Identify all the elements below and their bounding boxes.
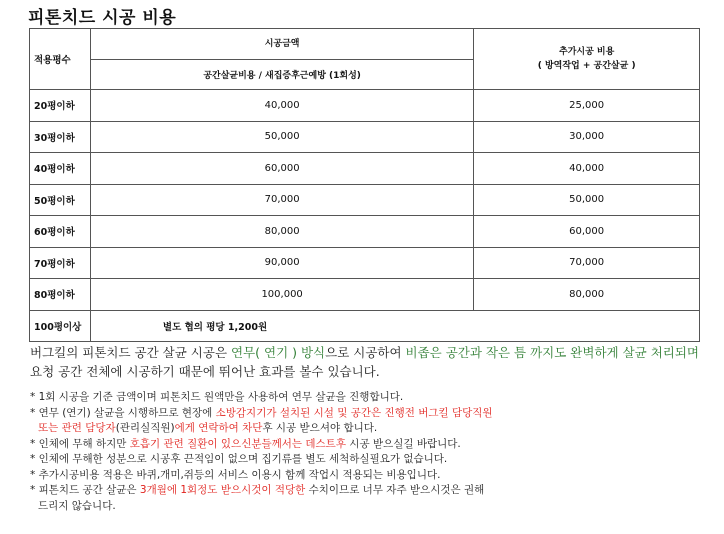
note-warning: 호흡기 관련 질환이 있으신분들께서는 데스트후 <box>129 437 346 450</box>
row-area: 30평이하 <box>30 121 91 153</box>
note-text: (관리실직원) <box>115 422 175 434</box>
note-item-continued: 드리지 않습니다. <box>38 499 116 512</box>
table-row <box>30 184 700 216</box>
row-extra-cost: 80,000 <box>474 279 700 311</box>
row-base-price: 40,000 <box>90 90 473 122</box>
note-item <box>30 406 493 422</box>
row-base-price: 70,000 <box>90 184 473 216</box>
note-warning: 3개월에 1회정도 받으시것이 적당한 <box>139 484 306 496</box>
note-item <box>30 483 493 499</box>
table-row <box>30 247 700 279</box>
note-warning: 또는 관련 담당자 <box>38 422 116 434</box>
table-row <box>30 90 700 122</box>
intro-text-1: 버그킬의 피톤치드 공간 살균 시공은 <box>30 345 231 360</box>
header-base-sub: 공간살균비용 / 새집증후근예방 (1회성) <box>90 60 473 90</box>
page-title: 피톤치드 시공 비용 <box>28 8 177 28</box>
notes-list <box>30 390 493 514</box>
intro-text-3: 요청 공간 전체에 시공하기 때문에 뛰어난 효과를 볼수 있습니다. <box>30 364 380 379</box>
header-extra-line2: ( 방역작업 + 공간살균 ) <box>537 61 636 71</box>
row-extra-cost: 60,000 <box>474 216 700 248</box>
table-row <box>30 121 700 153</box>
table-row <box>30 153 700 185</box>
note-text: 후 시공 받으셔야 합니다. <box>262 422 378 434</box>
table-row <box>30 216 700 248</box>
row-area: 70평이하 <box>30 247 91 279</box>
intro-text-2: 으로 시공하여 <box>325 345 406 360</box>
table-row-last <box>30 310 700 342</box>
header-base-price: 시공금액 <box>90 29 473 60</box>
row-area: 100평이상 <box>30 310 91 342</box>
note-text: * 피톤치드 공간 살균은 <box>30 484 140 496</box>
header-area: 적용평수 <box>30 29 91 90</box>
table-row <box>30 279 700 311</box>
note-item: * 1회 시공을 기준 금액이며 피톤치드 원액만을 사용하여 연무 살균을 진행합니다. <box>30 391 404 403</box>
row-extra-cost: 40,000 <box>474 153 700 185</box>
row-extra-cost: 50,000 <box>474 184 700 216</box>
note-item <box>30 437 493 453</box>
header-extra-cost <box>474 29 700 90</box>
table-header-row <box>30 29 700 60</box>
row-extra-cost: 30,000 <box>474 121 700 153</box>
row-area: 40평이하 <box>30 153 91 185</box>
note-item-continued <box>30 421 493 437</box>
note-warning: 소방감지기가 설치된 시설 및 공간은 진행전 버그킬 담당직원 <box>215 406 493 419</box>
note-text: 수치이므로 너무 자주 받으시것은 권해 <box>305 484 485 496</box>
row-base-price: 60,000 <box>90 153 473 185</box>
row-base-price: 90,000 <box>90 247 473 279</box>
note-text: * 인체에 무해 하지만 <box>30 437 130 450</box>
note-item: * 인체에 무해한 성분으로 시공후 끈적임이 없으며 집기류를 별도 세척하실필요가 없습니다. <box>30 453 448 465</box>
note-warning: 에게 연락하여 차단 <box>174 422 263 434</box>
row-area: 20평이하 <box>30 90 91 122</box>
row-area: 50평이하 <box>30 184 91 216</box>
intro-highlight-coverage: 비좁은 공간과 작은 틈 까지도 완벽하게 살균 처리되며 <box>405 345 699 360</box>
row-area: 80평이하 <box>30 279 91 311</box>
row-extra-cost: 70,000 <box>474 247 700 279</box>
intro-paragraph <box>30 343 700 381</box>
note-item: * 추가시공비용 적용은 바퀴,개미,쥐등의 서비스 이용시 함께 작업시 적용되는 비용입니다. <box>30 468 441 481</box>
price-table <box>29 28 700 342</box>
note-text: * 연무 (연기) 살균을 시행하므로 현장에 <box>30 406 216 419</box>
row-base-price: 80,000 <box>90 216 473 248</box>
note-text: 시공 받으실길 바랍니다. <box>345 437 461 450</box>
row-area: 60평이하 <box>30 216 91 248</box>
intro-highlight-method: 연무( 연기 ) 방식 <box>231 345 326 360</box>
row-base-price: 100,000 <box>90 279 473 311</box>
row-negotiation-note: 별도 협의 평당 1,200원 <box>90 310 699 342</box>
header-extra-line1: 추가시공 비용 <box>559 47 615 57</box>
row-base-price: 50,000 <box>90 121 473 153</box>
row-extra-cost: 25,000 <box>474 90 700 122</box>
